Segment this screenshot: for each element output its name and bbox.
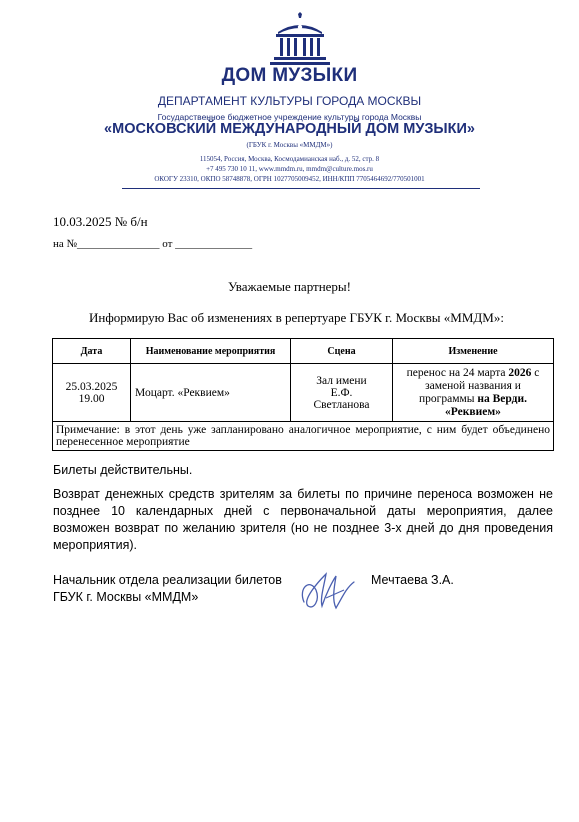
handwritten-signature bbox=[296, 568, 362, 614]
institution-type: Государственное бюджетное учреждение культуры города Москвы bbox=[157, 112, 422, 122]
header-venue: Сцена bbox=[291, 339, 393, 364]
department-name: ДЕПАРТАМЕНТ КУЛЬТУРЫ ГОРОДА МОСКВЫ bbox=[157, 94, 422, 108]
header-change: Изменение bbox=[393, 339, 554, 364]
organization-abbreviation: (ГБУК г. Москвы «ММДМ») bbox=[246, 141, 333, 149]
cell-date bbox=[53, 364, 131, 422]
intro-text: Информирую Вас об изменениях в репертуаре ГБУК г. Москвы «ММДМ»: bbox=[89, 310, 504, 325]
venue-line-2: Е.Ф. bbox=[330, 386, 353, 399]
organization-codes: ОКОГУ 23310, ОКПО 58748878, ОГРН 1027705009452, ИНН/КПП 7705464692/770501001 bbox=[154, 175, 425, 183]
venue-line-1: Зал имени bbox=[316, 374, 367, 387]
document-date-number: 10.03.2025 № б/н bbox=[53, 214, 148, 229]
change-middle: с заменой названия и программы bbox=[419, 366, 540, 405]
change-new-title-2: «Реквием» bbox=[445, 405, 501, 418]
signer-position-line-1: Начальник отдела реализации билетов bbox=[53, 573, 282, 587]
change-prefix: перенос на 24 марта bbox=[406, 366, 506, 379]
change-year: 2026 bbox=[508, 366, 532, 379]
organization-name: «МОСКОВСКИЙ МЕЖДУНАРОДНЫЙ ДОМ МУЗЫКИ» bbox=[104, 121, 475, 137]
letterhead-divider bbox=[122, 188, 480, 189]
organization-address: 115054, Россия, Москва, Космодамианская наб., д. 52, стр. 8 bbox=[199, 155, 380, 163]
table-row bbox=[53, 364, 554, 422]
signer-position-line-2: ГБУК г. Москвы «ММДМ» bbox=[53, 590, 199, 604]
table-header-row bbox=[53, 339, 554, 364]
brand-name: ДОМ МУЗЫКИ bbox=[221, 65, 358, 86]
table-note: Примечание: в этот день уже запланировано аналогичное мероприятие, с ним будет объединено перенесенное мероприятие bbox=[53, 422, 554, 451]
dom-muzyki-logo-icon bbox=[268, 12, 332, 66]
tickets-valid-text: Билеты действительны. bbox=[53, 463, 193, 477]
cell-event: Моцарт. «Реквием» bbox=[131, 364, 291, 422]
venue-line-3: Светланова bbox=[313, 398, 370, 411]
event-date: 25.03.2025 bbox=[65, 380, 118, 393]
organization-contacts: +7 495 730 10 11, www.mmdm.ru, mmdm@culture.mos.ru bbox=[206, 165, 373, 173]
cell-venue bbox=[291, 364, 393, 422]
header-date: Дата bbox=[53, 339, 131, 364]
table-note-row bbox=[53, 422, 554, 451]
repertoire-changes-table bbox=[52, 338, 553, 451]
change-new-title-1: на Верди. bbox=[477, 392, 527, 405]
greeting: Уважаемые партнеры! bbox=[227, 279, 351, 294]
header-event: Наименование мероприятия bbox=[131, 339, 291, 364]
signer-name: Мечтаева З.А. bbox=[371, 573, 454, 587]
reply-reference: на №_______________ от ______________ bbox=[53, 238, 253, 250]
refund-text: Возврат денежных средств зрителям за билеты по причине переноса возможен не позднее 10 календарных дней с первоначальной даты мероприятия, далее возможен возврат по желанию зрителя (но не позднее 3-х дней до дня проведения мероприятия). bbox=[53, 487, 553, 552]
cell-change bbox=[393, 364, 554, 422]
event-time: 19.00 bbox=[78, 392, 105, 405]
